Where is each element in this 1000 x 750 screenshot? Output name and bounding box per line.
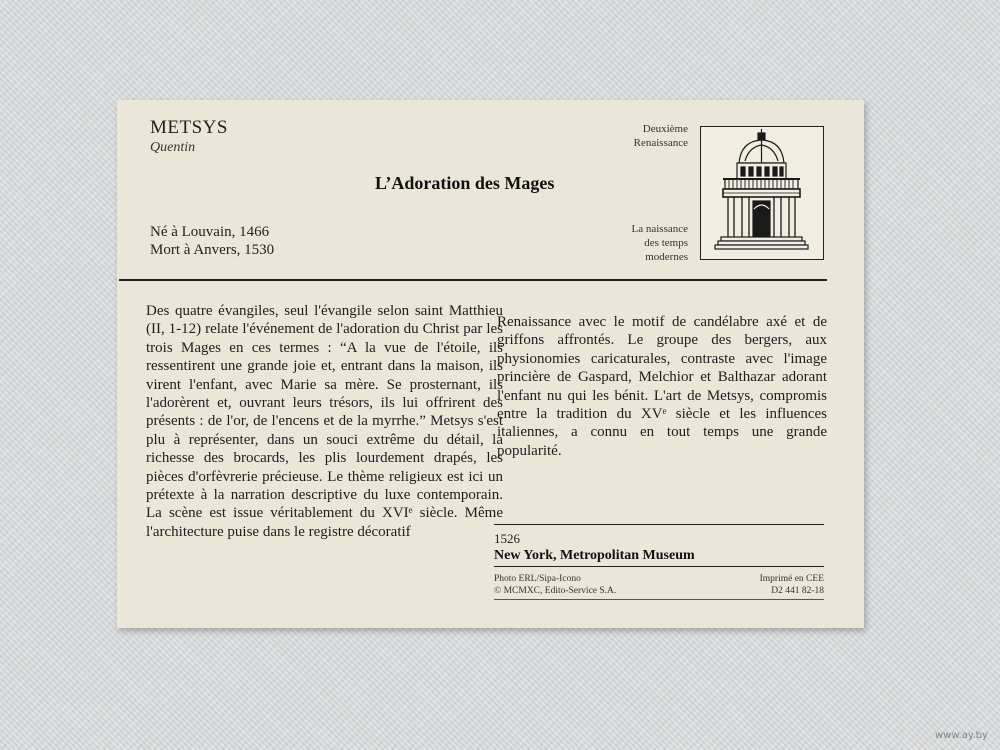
credits [494,573,616,597]
footer-divider [494,599,824,600]
death-info: Mort à Anvers, 1530 [150,242,275,258]
description-column-2 [497,313,827,460]
artist-surname: METSYS [150,117,228,138]
life-dates [150,223,274,259]
caption-divider-top [494,524,824,525]
artist-first-name: Quentin [150,140,196,155]
artwork-year: 1526 [494,531,520,546]
caption-divider-bottom [494,566,824,567]
photo-credit: Photo ERL/Sipa-Icono [494,574,581,584]
description-column-1 [146,302,503,541]
card-code: D2 441 82-18 [771,586,824,596]
artwork-title: L’Adoration des Mages [375,173,555,193]
era-line-2: des temps [644,237,688,249]
tempietto-icon [701,127,822,258]
watermark: www.ay.by [935,730,988,741]
header-divider [119,279,827,281]
description-text-2: Renaissance avec le motif de candélabre axé et de griffons affrontés. Le groupe des bergers, aux physionomies caricaturales, contraste avec l'image princière de Gaspard, Melchior et Balthazar adorant l'enfant nu qui les bénit. L'art de Metsys, compromis entre la tradition du XVᵉ siècle et les influences italiennes, a connu en tout temps une grande popularité. [497,314,827,459]
era-label [632,222,689,264]
art-card [117,100,864,628]
print-info [717,573,824,597]
birth-info: Né à Louvain, 1466 [150,224,270,240]
museum-location: New York, Metropolitan Museum [494,548,695,563]
period-line-2: Renaissance [633,137,688,149]
period-label [634,122,688,150]
printed-in: Imprimé en CEE [759,574,824,584]
description-text-1: Des quatre évangiles, seul l'évangile selon saint Matthieu (II, 1-12) relate l'événement de l'adoration du Christ par les trois Mages en ces termes : “A la vue de l'étoile, ils ressentirent une grande joie et, entrant dans la maison, ils virent l'enfant, avec Marie sa mère. Se prosternant, ils l'adorèrent et, ouvrant leurs trésors, ils lui offrirent des présents : de l'or, de l'encens et de la myrrhe.” Metsys s'est plu à représenter, dans un souci extrême du détail, la richesse des brocards, les plis lourdement drapés, les pièces d'orfèvrerie précieuse. Le thème religieux est ici un prétexte à la narration descriptive du luxe contemporain. La scène est issue véritablement du XVIᵉ siècle. Même l'architecture puise dans le registre décoratif [146,303,503,540]
period-line-1: Deuxième [642,123,688,135]
copyright: © MCMXC, Edito-Service S.A. [494,586,617,596]
era-line-3: modernes [645,251,688,263]
tempietto-emblem [700,126,824,260]
era-line-1: La naissance [631,223,688,235]
